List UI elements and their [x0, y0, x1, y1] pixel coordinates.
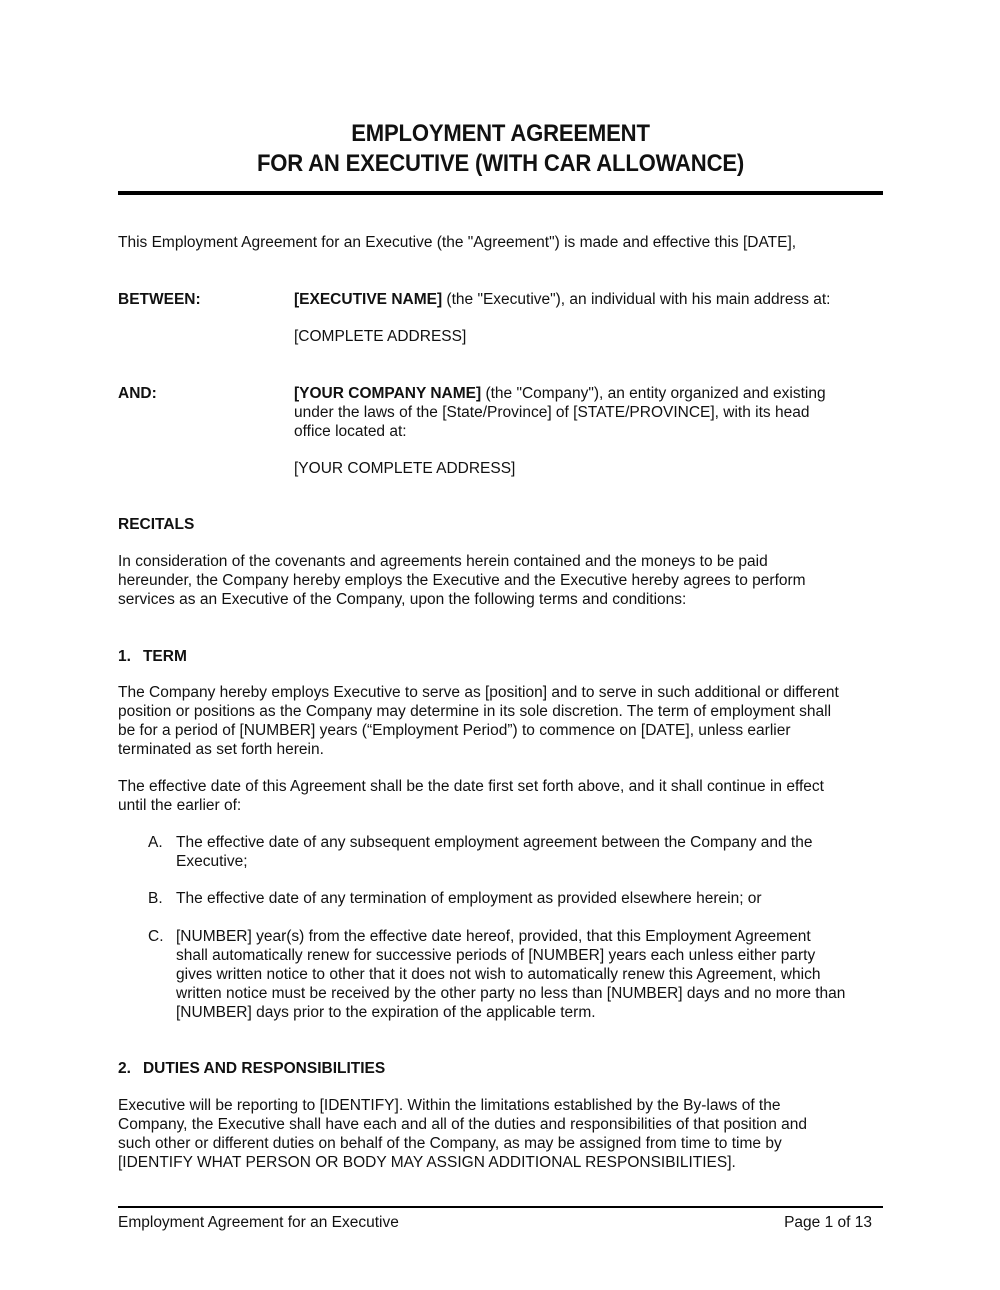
- term-para2-line: The effective date of this Agreement shall be the date first set forth above, and it shall continue in effect: [118, 778, 824, 795]
- title-line-1: EMPLOYMENT AGREEMENT: [351, 120, 650, 147]
- section-2-number: 2.: [118, 1060, 131, 1077]
- executive-desc: (the "Executive"), an individual with his main address at:: [442, 291, 831, 308]
- list-item-b-letter: B.: [148, 890, 163, 907]
- document-title: [149, 119, 853, 179]
- recitals-line: services as an Executive of the Company, upon the following terms and conditions:: [118, 591, 687, 608]
- intro-paragraph: This Employment Agreement for an Executive (the "Agreement") is made and effective this [DATE],: [118, 234, 797, 251]
- footer-doc-name: Employment Agreement for an Executive: [118, 1214, 399, 1231]
- term-para-line: be for a period of [NUMBER] years (“Employment Period”) to commence on [DATE], unless earlier: [118, 722, 791, 739]
- footer-divider: [118, 1206, 883, 1208]
- executive-name: [EXECUTIVE NAME]: [294, 291, 443, 308]
- company-desc-1: (the "Company"), an entity organized and existing: [481, 385, 826, 402]
- and-label: AND:: [118, 385, 157, 402]
- company-desc-2: under the laws of the [State/Province] of [STATE/PROVINCE], with its head: [294, 404, 810, 421]
- term-para-line: position or positions as the Company may determine in its sole discretion. The term of employment shall: [118, 703, 832, 720]
- section-2-title: DUTIES AND RESPONSIBILITIES: [142, 1060, 386, 1077]
- list-item-b-line: The effective date of any termination of employment as provided elsewhere herein; or: [176, 890, 762, 907]
- duties-line: such other or different duties on behalf of the Company, as may be assigned from time to time by: [118, 1135, 782, 1152]
- recitals-heading: RECITALS: [118, 516, 195, 533]
- term-para-line: The Company hereby employs Executive to serve as [position] and to serve in such additional or different: [118, 684, 839, 701]
- list-item-c-line: shall automatically renew for successive periods of [NUMBER] years each unless either party: [176, 947, 816, 964]
- footer-page-number: Page 1 of 13: [784, 1214, 872, 1231]
- list-item-c-line: gives written notice to other that it does not wish to automatically renew this Agreement, which: [176, 966, 821, 983]
- duties-line: Executive will be reporting to [IDENTIFY]. Within the limitations established by the By-laws of the: [118, 1097, 781, 1114]
- section-1-title: TERM: [142, 648, 187, 665]
- section-1-number: 1.: [118, 648, 131, 665]
- list-item-c-line: [NUMBER] days prior to the expiration of the applicable term.: [176, 1004, 596, 1021]
- executive-party: [294, 290, 830, 309]
- list-item-c-line: [NUMBER] year(s) from the effective date hereof, provided, that this Employment Agreement: [176, 928, 811, 945]
- list-item-a-letter: A.: [148, 834, 163, 851]
- section-1-heading: [118, 647, 187, 666]
- company-address: [YOUR COMPLETE ADDRESS]: [294, 460, 516, 477]
- company-party: [294, 384, 826, 403]
- company-desc-3: office located at:: [294, 423, 407, 440]
- term-para2-line: until the earlier of:: [118, 797, 242, 814]
- duties-line: Company, the Executive shall have each and all of the duties and responsibilities of that position and: [118, 1116, 808, 1133]
- title-divider: [118, 191, 883, 195]
- recitals-line: In consideration of the covenants and agreements herein contained and the moneys to be paid: [118, 553, 768, 570]
- between-label: BETWEEN:: [118, 291, 201, 308]
- executive-address: [COMPLETE ADDRESS]: [294, 328, 467, 345]
- section-2-heading: [118, 1059, 385, 1078]
- list-item-c-line: written notice must be received by the other party no less than [NUMBER] days and no more than: [176, 985, 846, 1002]
- list-item-a-line: The effective date of any subsequent employment agreement between the Company and the: [176, 834, 813, 851]
- recitals-line: hereunder, the Company hereby employs the Executive and the Executive hereby agrees to perform: [118, 572, 806, 589]
- term-para-line: terminated as set forth herein.: [118, 741, 324, 758]
- title-line-2: FOR AN EXECUTIVE (WITH CAR ALLOWANCE): [256, 150, 745, 177]
- list-item-c-letter: C.: [148, 928, 164, 945]
- list-item-a-line: Executive;: [176, 853, 248, 870]
- duties-line: [IDENTIFY WHAT PERSON OR BODY MAY ASSIGN ADDITIONAL RESPONSIBILITIES].: [118, 1154, 736, 1171]
- company-name: [YOUR COMPANY NAME]: [294, 385, 482, 402]
